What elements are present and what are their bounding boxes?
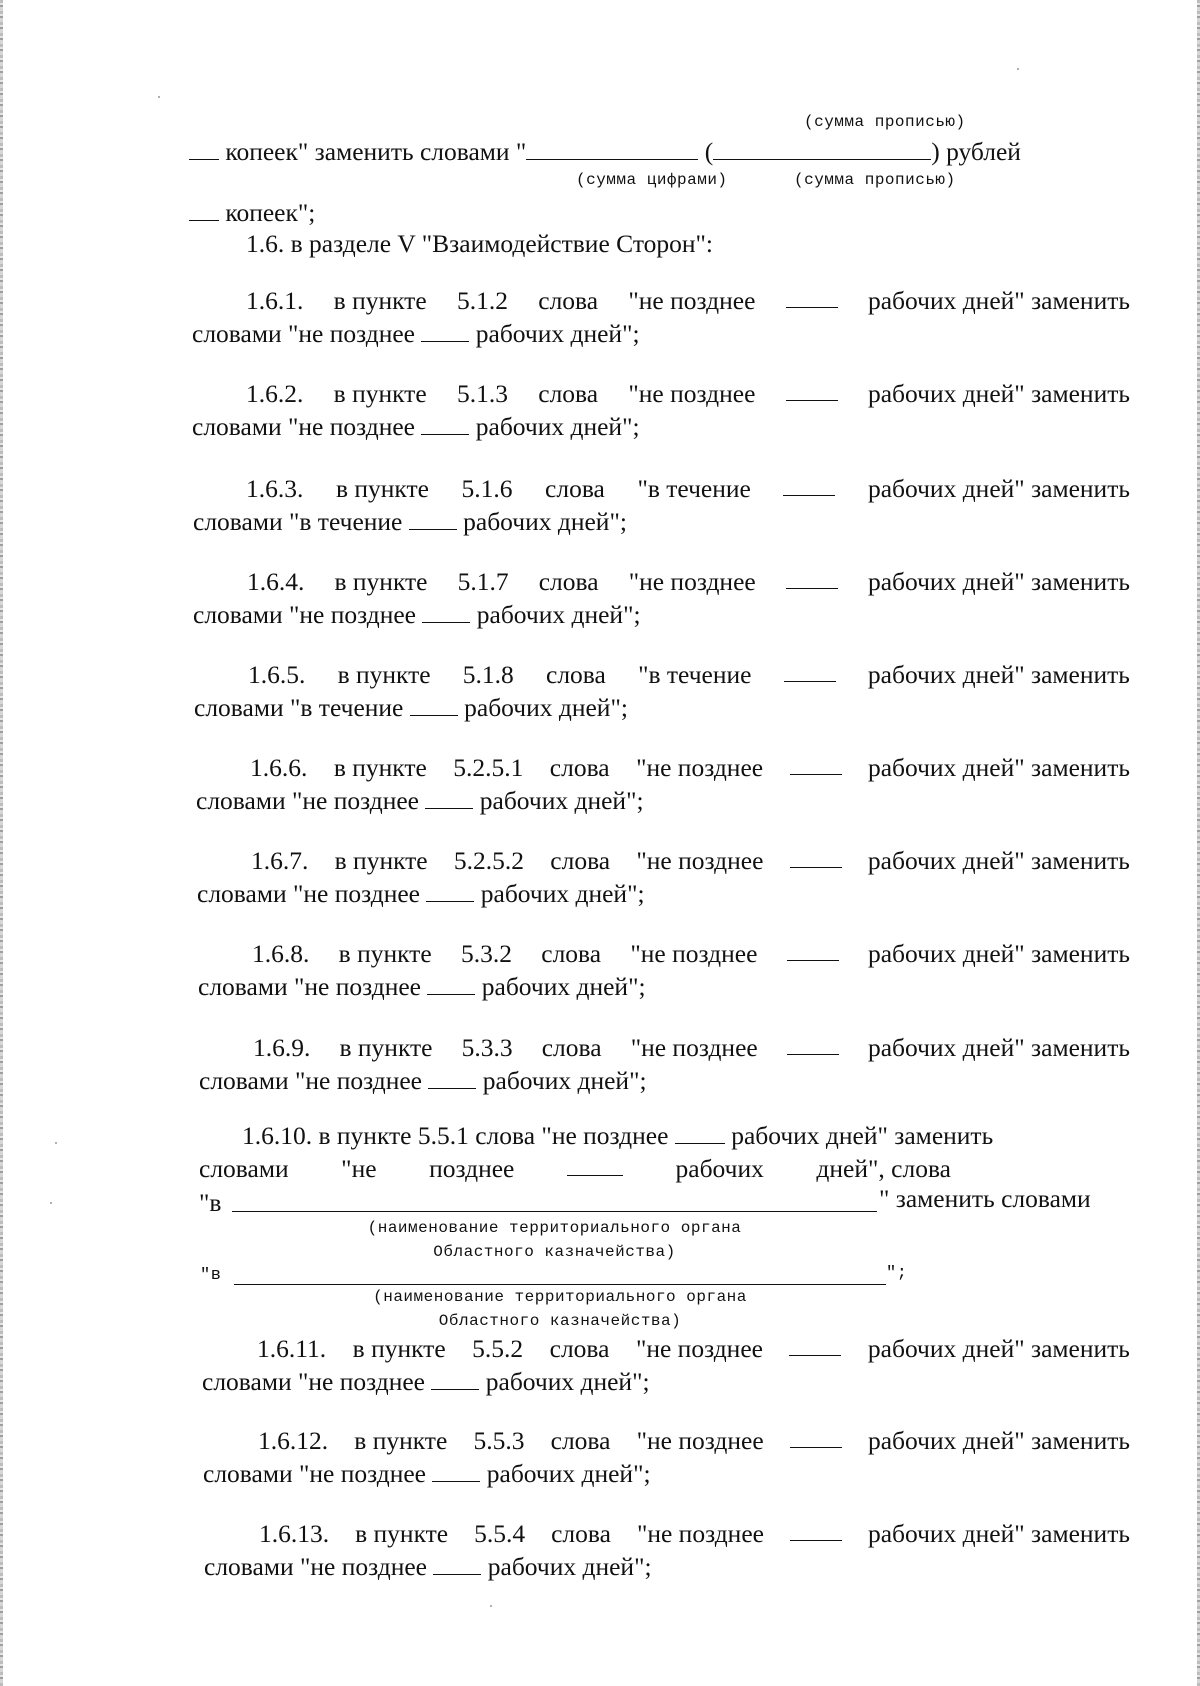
sum-words-blank xyxy=(713,137,931,160)
item-punkt: 5.5.2 xyxy=(472,1334,524,1363)
item-number: 1.6.11. xyxy=(257,1334,327,1363)
blank-field xyxy=(790,752,842,775)
item-line-1 xyxy=(252,938,1130,970)
item-line-2 xyxy=(193,506,627,538)
item-text: рабочих дней" заменить xyxy=(867,1033,1130,1062)
item-text: рабочих дней"; xyxy=(482,1066,647,1095)
item-punkt: 5.1.8 xyxy=(462,660,514,689)
item-text: "не позднее xyxy=(636,753,764,782)
item-text: рабочих дней"; xyxy=(481,972,646,1001)
header-text-2: копеек"; xyxy=(225,198,316,227)
blank-field xyxy=(410,693,458,716)
item-text: слова xyxy=(551,1519,611,1548)
label-organ-1a: (наименование территориального органа xyxy=(367,1219,742,1237)
item-10-text-b: рабочих дней" заменить xyxy=(731,1121,994,1150)
item-text: слова xyxy=(538,379,599,408)
sum-digits-blank xyxy=(526,137,698,160)
item-line-2 xyxy=(197,878,645,910)
blank-field xyxy=(428,1066,476,1089)
item-text: рабочих дней" заменить xyxy=(867,753,1130,782)
item-text: "в течение xyxy=(637,474,751,503)
item-text: рабочих дней"; xyxy=(475,319,640,348)
item-punkt: 5.1.7 xyxy=(457,567,509,596)
item-10-line-2 xyxy=(199,1153,951,1185)
item-10-line-3-close: " заменить словами xyxy=(879,1184,1091,1213)
organ-name-blank-1 xyxy=(232,1211,877,1212)
item-text: рабочих дней" заменить xyxy=(867,846,1130,875)
blank-field xyxy=(790,1425,842,1448)
label-organ-2b: Областного казначейства) xyxy=(438,1312,682,1330)
item-number: 1.6.7. xyxy=(251,846,309,875)
item-text: рабочих дней"; xyxy=(476,600,641,629)
item-10-word: словами xyxy=(199,1154,289,1183)
blank-field xyxy=(189,198,219,221)
item-text: в пункте xyxy=(339,1033,433,1062)
item-line-2 xyxy=(192,318,640,350)
label-organ-1b: Областного казначейства) xyxy=(433,1243,676,1261)
item-text: словами "не позднее xyxy=(193,600,416,629)
item-text: слова xyxy=(546,660,606,689)
item-line-2 xyxy=(196,785,644,817)
item-10-word: рабочих xyxy=(675,1154,764,1183)
item-10-text-a: 1.6.10. в пункте 5.5.1 слова "не позднее xyxy=(242,1121,669,1150)
blank-field xyxy=(790,845,842,868)
item-line-1 xyxy=(251,845,1130,877)
item-punkt: 5.2.5.1 xyxy=(453,753,524,782)
item-text: слова xyxy=(541,1033,602,1062)
blank-field xyxy=(786,378,838,401)
label-sum-digits: (сумма цифрами) xyxy=(576,171,728,189)
item-text: рабочих дней"; xyxy=(487,1552,652,1581)
blank-field xyxy=(789,1333,841,1356)
item-text: словами "не позднее xyxy=(192,319,415,348)
scan-edge-left xyxy=(0,0,3,1686)
item-text: "не позднее xyxy=(630,1033,758,1062)
item-line-1 xyxy=(246,285,1130,317)
section-heading: 1.6. в разделе V "Взаимодействие Сторон": xyxy=(246,229,714,258)
item-number: 1.6.9. xyxy=(253,1033,311,1062)
blank-field xyxy=(784,659,836,682)
item-line-1 xyxy=(258,1425,1130,1457)
item-number: 1.6.5. xyxy=(248,660,306,689)
item-line-1 xyxy=(257,1333,1130,1365)
item-text: в пункте xyxy=(354,1426,448,1455)
scan-speck xyxy=(1017,68,1019,70)
item-text: в пункте xyxy=(337,660,431,689)
item-text: слова xyxy=(549,753,610,782)
item-text: словами "не позднее xyxy=(198,972,421,1001)
blank-field xyxy=(786,285,838,308)
item-10-line-3-open: "в xyxy=(199,1188,222,1217)
label-sum-words: (сумма прописью) xyxy=(794,171,956,189)
item-number: 1.6.8. xyxy=(252,939,310,968)
organ-name-blank-2 xyxy=(234,1284,886,1285)
blank-field xyxy=(425,786,473,809)
item-punkt: 5.1.3 xyxy=(456,379,508,408)
paren-open: ( xyxy=(704,137,714,166)
item-text: "не позднее xyxy=(636,1426,764,1455)
scan-speck xyxy=(50,1202,52,1204)
item-line-2 xyxy=(192,411,640,443)
item-number: 1.6.13. xyxy=(259,1519,330,1548)
blank-field xyxy=(421,319,469,342)
item-text: рабочих дней" заменить xyxy=(867,660,1130,689)
item-text: "в течение xyxy=(638,660,752,689)
item-text: в пункте xyxy=(333,379,427,408)
item-text: "не позднее xyxy=(628,286,756,315)
blank-field xyxy=(409,507,457,530)
label-organ-2a: (наименование территориального органа xyxy=(373,1288,747,1306)
item-text: рабочих дней"; xyxy=(485,1367,650,1396)
item-line-2 xyxy=(194,692,628,724)
item-text: словами "не позднее xyxy=(197,879,420,908)
item-text: рабочих дней" заменить xyxy=(867,1334,1130,1363)
item-number: 1.6.2. xyxy=(246,379,304,408)
blank-field xyxy=(431,1367,479,1390)
item-text: "не позднее xyxy=(628,379,756,408)
item-punkt: 5.1.2 xyxy=(456,286,508,315)
scan-speck xyxy=(490,1605,492,1607)
item-text: рабочих дней" заменить xyxy=(867,286,1130,315)
item-text: в пункте xyxy=(335,474,429,503)
item-line-2 xyxy=(202,1366,650,1398)
item-line-1 xyxy=(247,566,1130,598)
item-text: "не позднее xyxy=(636,1519,764,1548)
item-text: "не позднее xyxy=(635,1334,763,1363)
item-text: в пункте xyxy=(333,753,427,782)
item-line-2 xyxy=(199,1065,647,1097)
item-text: "не позднее xyxy=(636,846,764,875)
item-text: в пункте xyxy=(334,846,428,875)
blank-field xyxy=(783,473,835,496)
item-line-1 xyxy=(248,659,1130,691)
item-text: рабочих дней" заменить xyxy=(867,939,1130,968)
item-text: в пункте xyxy=(352,1334,446,1363)
item-text: рабочих дней"; xyxy=(464,693,628,722)
scan-speck xyxy=(55,1142,57,1144)
item-text: слова xyxy=(538,567,599,596)
item-text: словами "в течение xyxy=(193,507,403,536)
item-10-line-4-close: "; xyxy=(886,1264,908,1283)
item-text: "не позднее xyxy=(628,567,756,596)
item-text: рабочих дней" заменить xyxy=(867,1426,1130,1455)
header-line-2 xyxy=(189,197,315,229)
item-10-line-1 xyxy=(242,1120,993,1152)
item-text: рабочих дней"; xyxy=(479,786,644,815)
item-line-2 xyxy=(198,971,646,1003)
item-number: 1.6.1. xyxy=(246,286,304,315)
blank-field xyxy=(426,879,474,902)
item-number: 1.6.4. xyxy=(247,567,305,596)
item-text: словами "не позднее xyxy=(202,1367,425,1396)
item-line-1 xyxy=(250,752,1130,784)
item-text: слова xyxy=(549,1334,610,1363)
item-text: рабочих дней" заменить xyxy=(867,474,1130,503)
item-text: "не позднее xyxy=(630,939,758,968)
blank-field xyxy=(432,1459,480,1482)
item-text: рабочих дней"; xyxy=(463,507,627,536)
blank-field xyxy=(786,566,838,589)
blank-field xyxy=(427,972,475,995)
blank-field xyxy=(422,600,470,623)
item-text: слова xyxy=(550,1426,611,1455)
blank-field xyxy=(787,938,839,961)
item-text: в пункте xyxy=(355,1519,449,1548)
item-text: рабочих дней" заменить xyxy=(867,1519,1130,1548)
item-10-line-4-open: "в xyxy=(200,1266,222,1285)
item-punkt: 5.3.3 xyxy=(461,1033,513,1062)
item-punkt: 5.3.2 xyxy=(460,939,512,968)
item-text: в пункте xyxy=(333,286,427,315)
item-punkt: 5.5.4 xyxy=(474,1519,526,1548)
item-line-2 xyxy=(193,599,641,631)
item-number: 1.6.3. xyxy=(246,474,304,503)
item-text: в пункте xyxy=(338,939,432,968)
item-text: в пункте xyxy=(334,567,428,596)
item-10-word: дней", слова xyxy=(816,1154,951,1183)
item-text: рабочих дней"; xyxy=(480,879,645,908)
item-line-2 xyxy=(203,1458,651,1490)
blank-field xyxy=(433,1552,481,1575)
item-text: словами "не позднее xyxy=(196,786,419,815)
blank-field xyxy=(675,1121,725,1144)
label-sum-words-top: (сумма прописью) xyxy=(804,113,966,131)
item-line-1 xyxy=(259,1518,1130,1550)
item-line-1 xyxy=(246,473,1130,505)
item-line-2 xyxy=(204,1551,652,1583)
item-10-word: позднее xyxy=(429,1154,515,1183)
item-10-word: "не xyxy=(341,1154,377,1183)
item-text: слова xyxy=(550,846,611,875)
item-text: рабочих дней" заменить xyxy=(867,567,1130,596)
scan-speck xyxy=(158,96,160,98)
item-line-1 xyxy=(253,1032,1130,1064)
item-text: словами "не позднее xyxy=(204,1552,427,1581)
item-punkt: 5.2.5.2 xyxy=(453,846,525,875)
item-number: 1.6.6. xyxy=(250,753,308,782)
item-text: словами "не позднее xyxy=(203,1459,426,1488)
item-text: рабочих дней"; xyxy=(475,412,640,441)
header-text-1: копеек" заменить словами " xyxy=(225,137,527,166)
item-text: словами "в течение xyxy=(194,693,404,722)
item-text: словами "не позднее xyxy=(192,412,415,441)
item-text: рабочих дней" заменить xyxy=(867,379,1130,408)
blank-field xyxy=(189,137,219,160)
item-punkt: 5.1.6 xyxy=(461,474,513,503)
item-text: слова xyxy=(541,939,602,968)
blank-field xyxy=(421,412,469,435)
item-line-1 xyxy=(246,378,1130,410)
blank-field xyxy=(787,1032,839,1055)
item-text: словами "не позднее xyxy=(199,1066,422,1095)
header-line-1 xyxy=(189,136,1021,168)
blank-field xyxy=(790,1518,842,1541)
item-text: рабочих дней"; xyxy=(486,1459,651,1488)
item-text: слова xyxy=(538,286,599,315)
blank-field xyxy=(567,1153,623,1176)
item-punkt: 5.5.3 xyxy=(473,1426,525,1455)
item-text: слова xyxy=(545,474,605,503)
item-number: 1.6.12. xyxy=(258,1426,329,1455)
header-text-rubles: ) рублей xyxy=(931,137,1021,166)
